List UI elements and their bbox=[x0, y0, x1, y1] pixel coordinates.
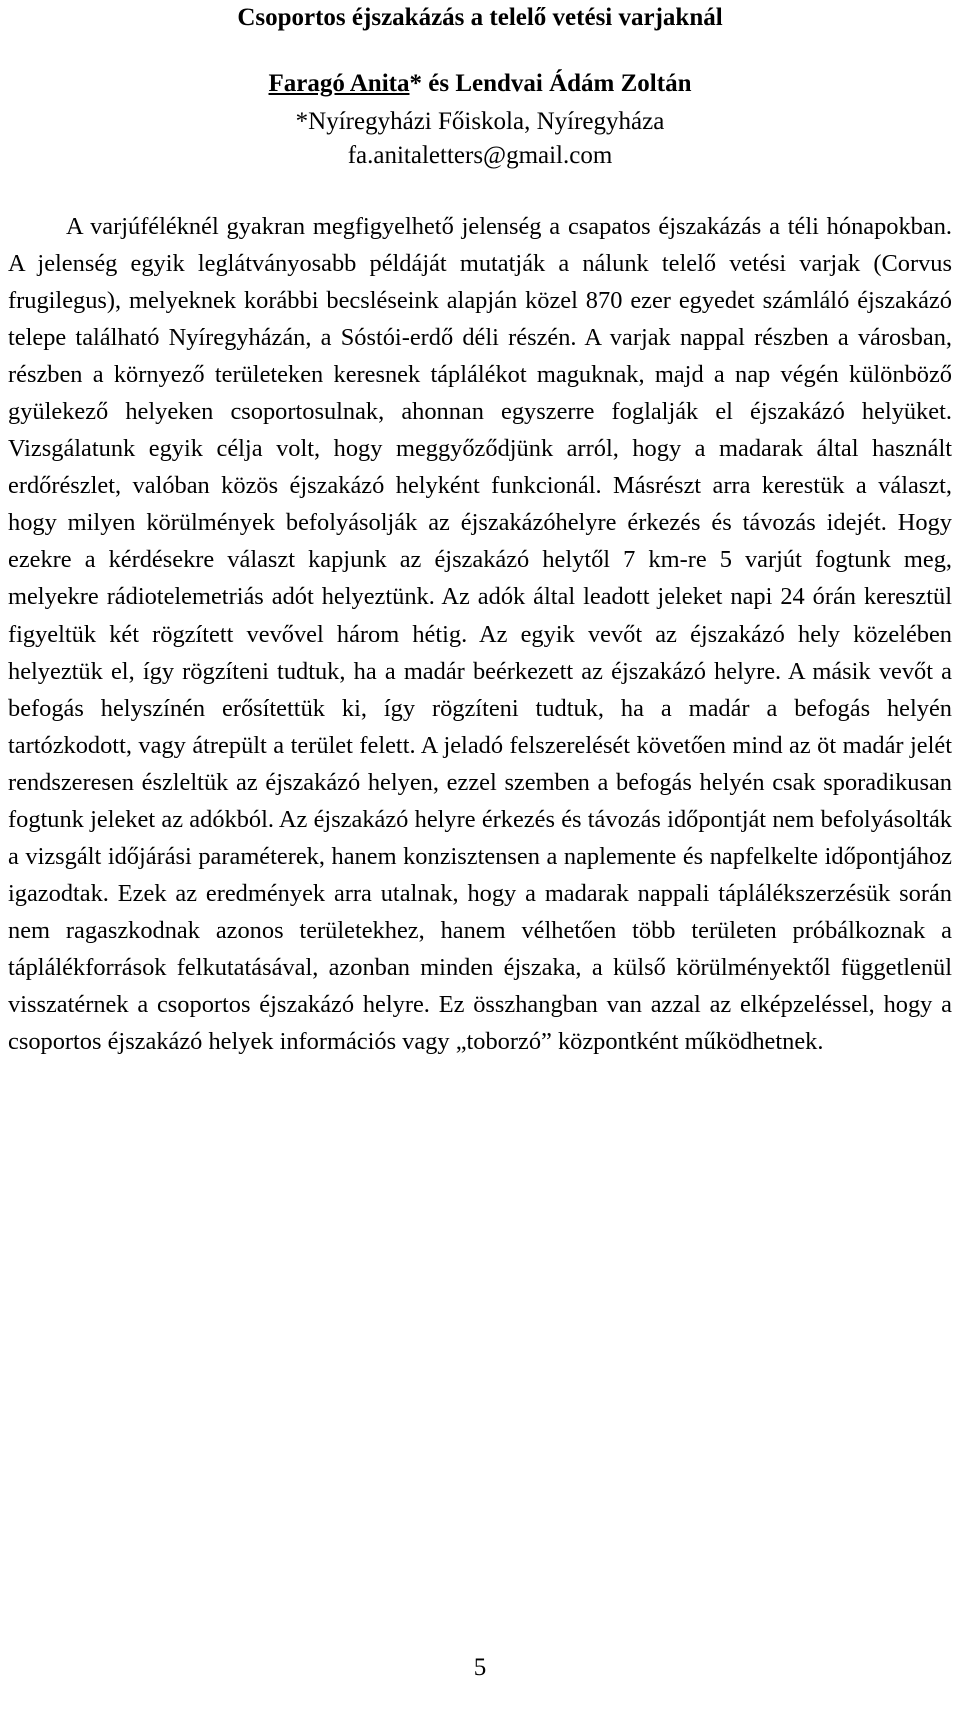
author-conjunction: és bbox=[421, 70, 456, 97]
second-author: Lendvai Ádám Zoltán bbox=[455, 70, 692, 97]
author-email: fa.anitaletters@gmail.com bbox=[347, 142, 613, 169]
first-author: Faragó Anita bbox=[268, 70, 410, 97]
page-number: 5 bbox=[473, 1654, 487, 1681]
abstract-paragraph: A varjúféléknél gyakran megfigyelhető jelenség a csapatos éjszakázás a téli hónapokban. A jelenség egyik leglátványosabb példáját mutatják a nálunk telelő vetési varjak (Corvus frugilegus), melyeknek korábbi becsléseink alapján közel 870 ezer egyedet számláló éjszakázó telepe található Nyíregyházán, a Sóstói-erdő déli részén. A varjak nappal részben a városban, részben a környező területeken keresnek táplálékot maguknak, majd a nap végén különböző gyülekező helyeken csoportosulnak, ahonnan egyszerre foglalják el éjszakázó helyüket. Vizsgálatunk egyik célja volt, hogy meggyőződjünk arról, hogy a madarak által használt erdőrészlet, valóban közös éjszakázó helyként funkcionál. Másrészt arra kerestük a választ, hogy milyen körülmények befolyásolják az éjszakázóhelyre érkezés és távozás idejét. Hogy ezekre a kérdésekre választ kapjunk az éjszakázó helytől 7 km-re 5 varjút fogtunk meg, melyekre rádiotelemetriás adót helyeztünk. Az adók által leadott jeleket napi 24 órán keresztül figyeltük két rögzített vevővel három hétig. Az egyik vevőt az éjszakázó hely közelében helyeztük el, így rögzíteni tudtuk, ha a madár beérkezett az éjszakázó helyre. A másik vevőt a befogás helyszínén erősítettük ki, így rögzíteni tudtuk, ha a madár a befogás helyén tartózkodott, vagy átrepült a terület felett. A jeladó felszerelését követően mind az öt madár jelét rendszeresen észleltük az éjszakázó helyen, ezzel szemben a befogás helyén csak sporadikusan fogtunk jeleket az adókból. Az éjszakázó helyre érkezés és távozás időpontját nem befolyásolták a vizsgált időjárási paraméterek, hanem konzisztensen a naplemente és napfelkelte időpontjához igazodtak. Ezek az eredmények arra utalnak, hogy a madarak nappali táplálékszerzésük során nem ragaszkodnak azonos területekhez, hanem vélhetően több területen próbálkoznak a táplálékforrások felkutatásával, azonban minden éjszaka, a külső körülményektől függetlenül visszatérnek a csoportos éjszakázó helyre. Ez összhangban van azzal az elképzeléssel, hogy a csoportos éjszakázó helyek információs vagy „toborzó” központként működhetnek. bbox=[8, 213, 952, 1056]
paper-title: Csoportos éjszakázás a telelő vetési varjaknál bbox=[237, 4, 723, 31]
affiliation: *Nyíregyházi Főiskola, Nyíregyháza bbox=[295, 108, 665, 135]
affiliation-mark: * bbox=[409, 70, 422, 97]
author-line bbox=[0, 68, 960, 100]
